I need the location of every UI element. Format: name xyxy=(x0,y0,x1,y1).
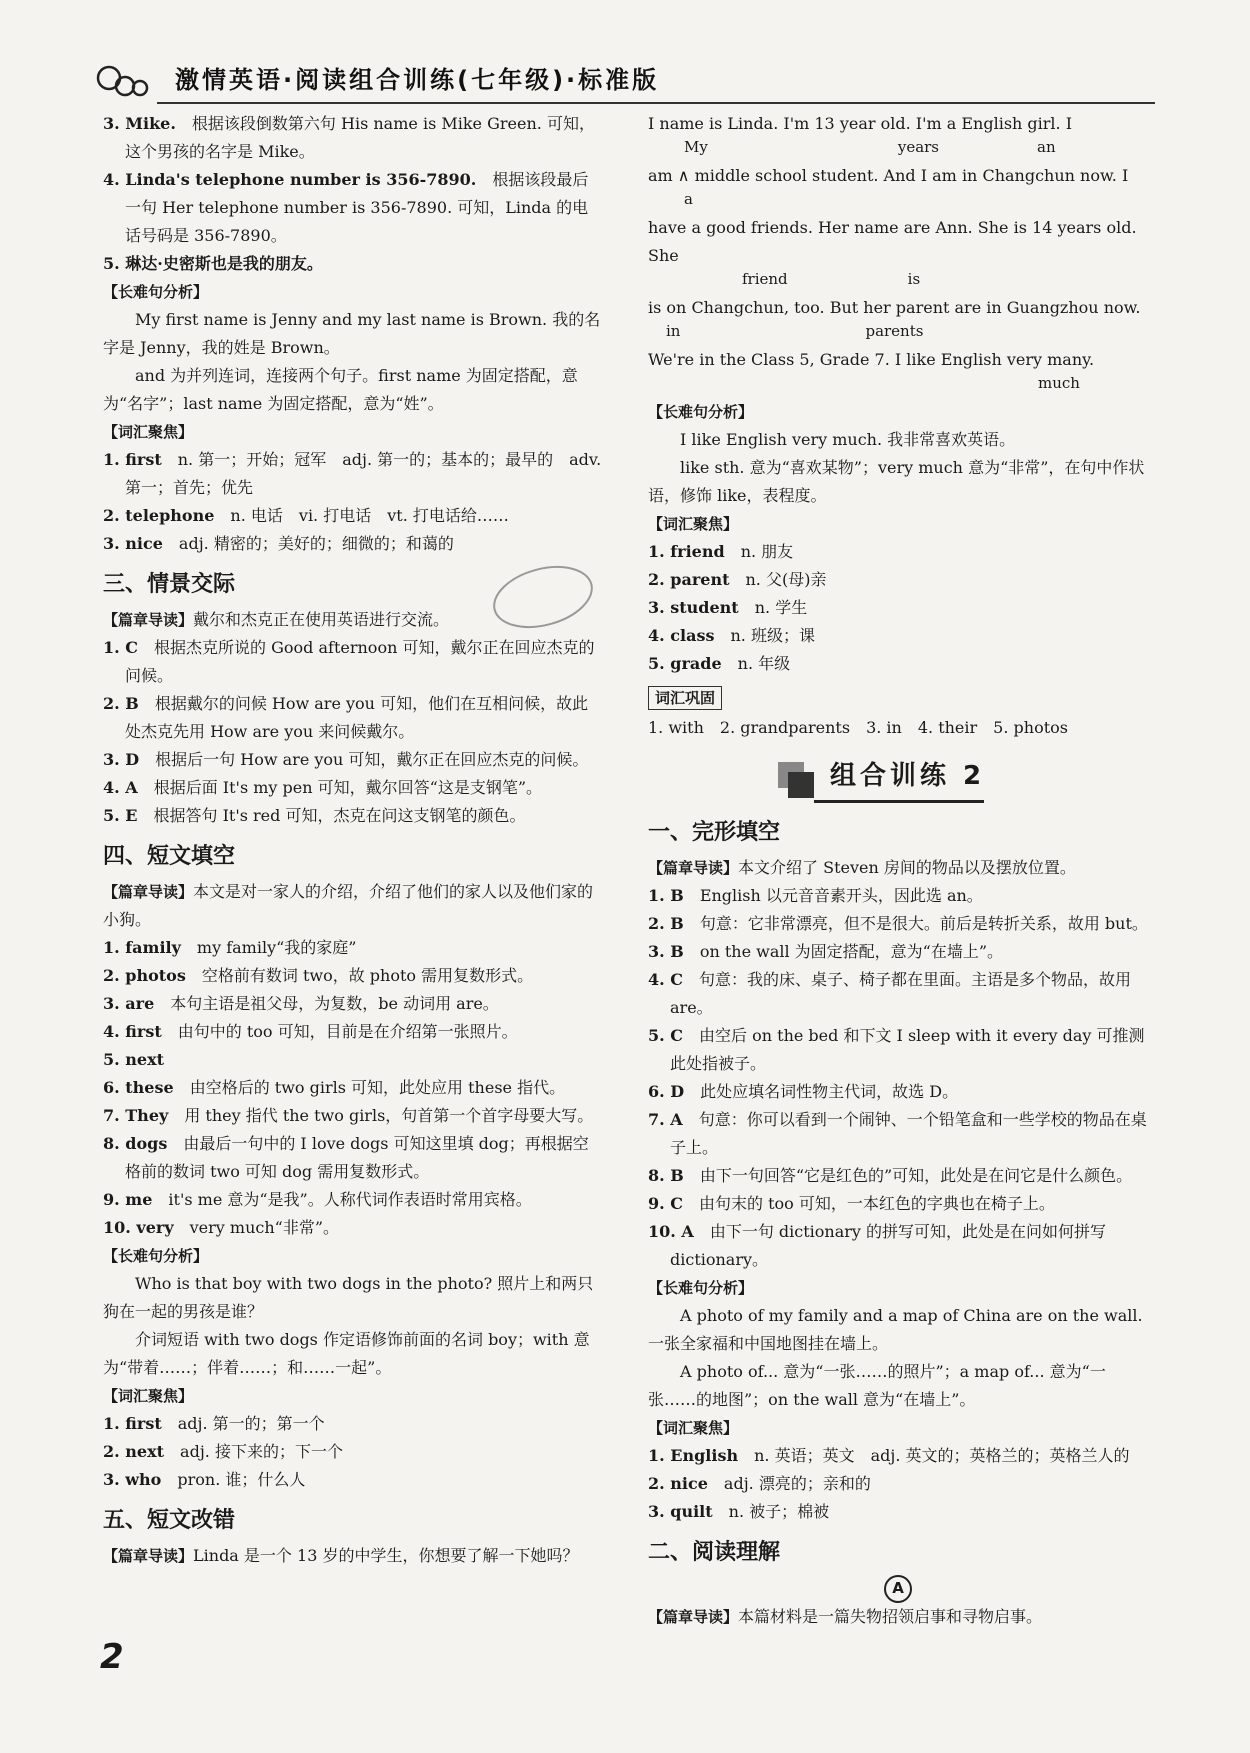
vocab-item: 5. grade n. 年级 xyxy=(648,654,791,673)
answer-item: 7. They 用 they 指代 the two girls，句首第一个首字母要大写。 xyxy=(103,1106,594,1125)
section-title: 四、短文填空 xyxy=(103,844,236,869)
section-title: 二、阅读理解 xyxy=(648,1540,781,1565)
vocab-item: 1. first n. 第一；开始；冠军 adj. 第一的；基本的；最早的 adv. 第一；首先；优先 xyxy=(103,450,602,497)
analysis-sentence: A photo of my family and a map of China are on the wall. 一张全家福和中国地图挂在墙上。 xyxy=(648,1306,1143,1353)
chapter-guide: 【篇章导读】本篇材料是一篇失物招领启事和寻物启事。 xyxy=(648,1607,1043,1626)
banner-block-icon xyxy=(776,760,816,800)
page-number: 2 xyxy=(100,1637,124,1677)
vocab-item: 1. friend n. 朋友 xyxy=(648,542,794,561)
chapter-guide: 【篇章导读】本文是对一家人的介绍，介绍了他们的家人以及他们家的小狗。 xyxy=(103,882,594,929)
vocab-label: 【词汇聚焦】 xyxy=(648,515,739,533)
answer-item: 3. are 本句主语是祖父母，为复数，be 动词用 are。 xyxy=(103,994,499,1013)
answer-item: 3. D 根据后一句 How are you 可知，戴尔正在回应杰克的问候。 xyxy=(103,750,589,769)
header-title: 激情英语·阅读组合训练(七年级)·标准版 xyxy=(175,66,660,94)
correction-line: We're in the Class 5, Grade 7. I like English very many. xyxy=(648,350,1095,369)
analysis-sentence: I like English very much. 我非常喜欢英语。 xyxy=(680,430,1016,449)
vocab-item: 1. first adj. 第一的；第一个 xyxy=(103,1414,325,1433)
answer-item: 1. C 根据杰克所说的 Good afternoon 可知，戴尔正在回应杰克的问候。 xyxy=(103,638,595,685)
answer-item: 4. first 由句中的 too 可知，目前是在介绍第一张照片。 xyxy=(103,1022,518,1041)
analysis-label: 【长难句分析】 xyxy=(103,283,209,301)
vocab-item: 2. nice adj. 漂亮的；亲和的 xyxy=(648,1474,871,1493)
header-rule xyxy=(157,102,1155,104)
vocab-item: 2. parent n. 父(母)亲 xyxy=(648,570,827,589)
answer-item: 3. Mike. 根据该段倒数第六句 His name is Mike Green. 可知，这个男孩的名字是 Mike。 xyxy=(103,114,595,161)
chapter-guide: 【篇章导读】戴尔和杰克正在使用英语进行交流。 xyxy=(103,610,450,629)
training-banner xyxy=(648,756,1148,806)
header-logo-icon xyxy=(95,62,157,102)
analysis-note: and 为并列连词，连接两个句子。first name 为固定搭配，意为“名字”；last name 为固定搭配，意为“姓”。 xyxy=(103,366,578,413)
vocab-item: 3. student n. 学生 xyxy=(648,598,808,617)
section-title: 一、完形填空 xyxy=(648,820,781,845)
correction-fixes: in parents xyxy=(666,322,924,340)
analysis-label: 【长难句分析】 xyxy=(103,1247,209,1265)
left-column xyxy=(103,110,603,1570)
vocab-item: 2. telephone n. 电话 vi. 打电话 vt. 打电话给…… xyxy=(103,506,509,525)
answer-item: 1. B English 以元音音素开头，因此选 an。 xyxy=(648,886,983,905)
correction-line: have a good friends. Her name are Ann. She is 14 years old. She xyxy=(648,218,1137,265)
analysis-sentence: Who is that boy with two dogs in the photo? 照片上和两只狗在一起的男孩是谁？ xyxy=(103,1274,594,1321)
analysis-label: 【长难句分析】 xyxy=(648,403,754,421)
answer-item: 3. B on the wall 为固定搭配，意为“在墙上”。 xyxy=(648,942,1004,961)
chapter-guide: 【篇章导读】Linda 是一个 13 岁的中学生，你想要了解一下她吗？ xyxy=(103,1546,579,1565)
correction-line: I name is Linda. I'm 13 year old. I'm a English girl. I xyxy=(648,114,1073,133)
vocab-item: 2. next adj. 接下来的；下一个 xyxy=(103,1442,343,1461)
correction-line: am ∧ middle school student. And I am in Changchun now. I xyxy=(648,166,1129,185)
page-header xyxy=(95,62,1155,106)
banner-rule xyxy=(814,800,984,803)
analysis-note: like sth. 意为“喜欢某物”；very much 意为“非常”，在句中作状语，修饰 like，表程度。 xyxy=(648,458,1145,505)
answer-item: 2. photos 空格前有数词 two，故 photo 需用复数形式。 xyxy=(103,966,534,985)
vocab-item: 1. English n. 英语；英文 adj. 英文的；英格兰的；英格兰人的 xyxy=(648,1446,1130,1465)
homework-stamp-icon xyxy=(488,562,598,632)
answer-item: 4. C 句意：我的床、桌子、椅子都在里面。主语是多个物品，故用 are。 xyxy=(648,970,1132,1017)
correction-line: is on Changchun, too. But her parent are in Guangzhou now. xyxy=(648,298,1141,317)
vocab-item: 3. who pron. 谁；什么人 xyxy=(103,1470,306,1489)
vocab-label: 【词汇聚焦】 xyxy=(103,423,194,441)
analysis-note: 介词短语 with two dogs 作定语修饰前面的名词 boy；with 意为“带着……；伴着……；和……一起”。 xyxy=(103,1330,590,1377)
correction-fixes: My years an xyxy=(684,138,1056,156)
section-title: 三、情景交际 xyxy=(103,572,236,597)
answer-item: 5. 琳达·史密斯也是我的朋友。 xyxy=(103,254,323,273)
answer-item: 6. D 此处应填名词性物主代词，故选 D。 xyxy=(648,1082,959,1101)
analysis-label: 【长难句分析】 xyxy=(648,1279,754,1297)
answer-item: 10. very very much“非常”。 xyxy=(103,1218,340,1237)
vocab-label: 【词汇聚焦】 xyxy=(103,1387,194,1405)
passage-marker: A xyxy=(648,1574,1148,1603)
answer-item: 4. Linda's telephone number is 356-7890. 根据该段最后一句 Her telephone number is 356-7890. 可知，Linda 的电话号码是 356-7890。 xyxy=(103,170,589,245)
correction-fixes: a xyxy=(684,190,693,208)
vocab-item: 4. class n. 班级；课 xyxy=(648,626,815,645)
correction-passage xyxy=(648,110,1148,392)
answer-item: 5. next xyxy=(103,1050,165,1069)
vocab-item: 3. nice adj. 精密的；美好的；细微的；和蔼的 xyxy=(103,534,454,553)
banner-title: 组合训练 2 xyxy=(830,761,986,791)
right-column xyxy=(648,110,1148,1631)
answer-item: 8. B 由下一句回答“它是红色的”可知，此处是在问它是什么颜色。 xyxy=(648,1166,1133,1185)
answer-item: 6. these 由空格后的 two girls 可知，此处应用 these 指代。 xyxy=(103,1078,566,1097)
answer-item: 1. family my family“我的家庭” xyxy=(103,938,357,957)
correction-fixes: friend is xyxy=(742,270,921,288)
consolidate-label: 词汇巩固 xyxy=(648,686,722,710)
analysis-sentence: My first name is Jenny and my last name is Brown. 我的名字是 Jenny，我的姓是 Brown。 xyxy=(103,310,601,357)
answer-item: 9. me it's me 意为“是我”。人称代词作表语时常用宾格。 xyxy=(103,1190,532,1209)
answer-item: 8. dogs 由最后一句中的 I love dogs 可知这里填 dog；再根据空格前的数词 two 可知 dog 需用复数形式。 xyxy=(103,1134,589,1181)
analysis-note: A photo of... 意为“一张……的照片”；a map of... 意为“一张……的地图”；on the wall 意为“在墙上”。 xyxy=(648,1362,1106,1409)
answer-item: 10. A 由下一句 dictionary 的拼写可知，此处是在问如何拼写 dictionary。 xyxy=(648,1222,1107,1269)
answer-item: 2. B 根据戴尔的问候 How are you 可知，他们在互相问候，故此处杰克先用 How are you 来问候戴尔。 xyxy=(103,694,589,741)
consolidate-answers: 1. with 2. grandparents 3. in 4. their 5. photos xyxy=(648,718,1068,737)
answer-item: 5. C 由空后 on the bed 和下文 I sleep with it every day 可推测此处指被子。 xyxy=(648,1026,1145,1073)
answer-item: 7. A 句意：你可以看到一个闹钟、一个铅笔盒和一些学校的物品在桌子上。 xyxy=(648,1110,1147,1157)
section-title: 五、短文改错 xyxy=(103,1508,236,1533)
answer-item: 2. B 句意：它非常漂亮，但不是很大。前后是转折关系，故用 but。 xyxy=(648,914,1148,933)
answer-item: 5. E 根据答句 It's red 可知，杰克在问这支钢笔的颜色。 xyxy=(103,806,526,825)
chapter-guide: 【篇章导读】本文介绍了 Steven 房间的物品以及摆放位置。 xyxy=(648,858,1076,877)
answer-item: 4. A 根据后面 It's my pen 可知，戴尔回答“这是支钢笔”。 xyxy=(103,778,542,797)
vocab-label: 【词汇聚焦】 xyxy=(648,1419,739,1437)
correction-fixes: much xyxy=(1038,374,1080,392)
answer-item: 9. C 由句末的 too 可知，一本红色的字典也在椅子上。 xyxy=(648,1194,1055,1213)
vocab-item: 3. quilt n. 被子；棉被 xyxy=(648,1502,830,1521)
